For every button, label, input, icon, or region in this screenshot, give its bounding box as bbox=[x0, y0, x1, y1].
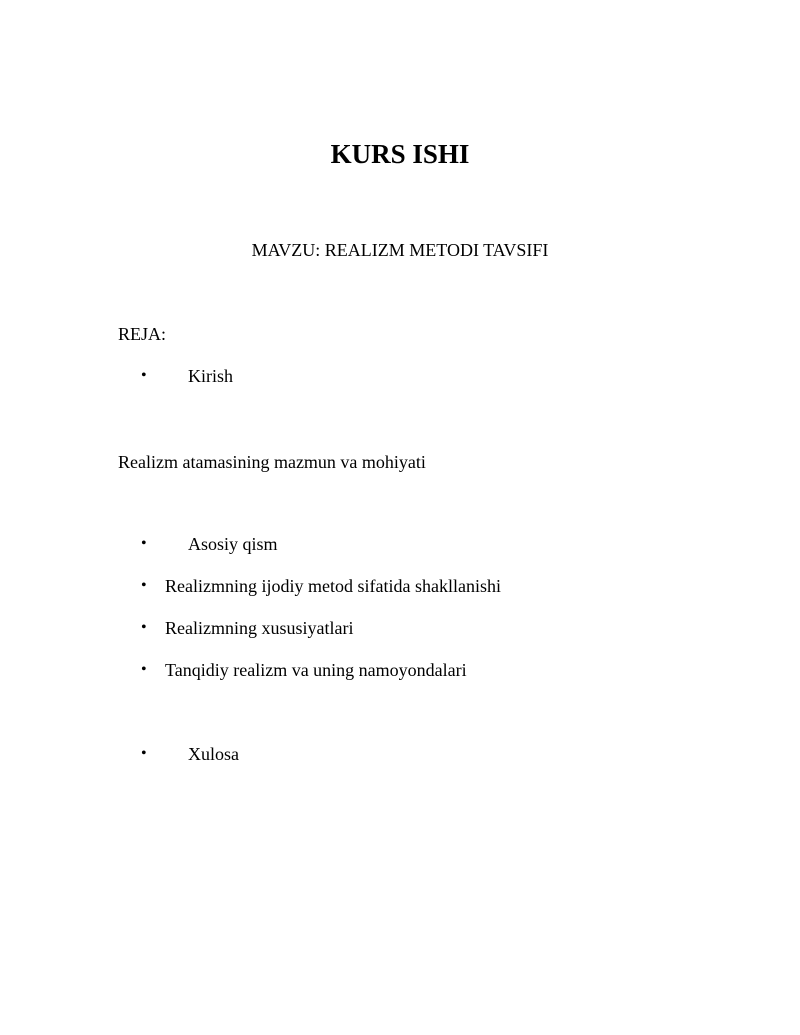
bullet-icon: • bbox=[141, 367, 147, 384]
bullet-icon: • bbox=[141, 577, 147, 594]
plan-item-conclusion: Xulosa bbox=[188, 744, 239, 764]
document-subtitle: MAVZU: REALIZM METODI TAVSIFI bbox=[251, 240, 549, 260]
bullet-icon: • bbox=[141, 745, 147, 762]
bullet-icon: • bbox=[141, 535, 147, 552]
intro-text: Realizm atamasining mazmun va mohiyati bbox=[118, 452, 426, 472]
plan-heading: REJA: bbox=[118, 324, 167, 344]
plan-item-intro: Kirish bbox=[188, 366, 233, 386]
plan-item-main: Asosiy qism bbox=[188, 534, 278, 554]
bullet-icon: • bbox=[141, 661, 147, 678]
document-title: KURS ISHI bbox=[330, 139, 470, 169]
bullet-icon: • bbox=[141, 619, 147, 636]
plan-subitem: Realizmning ijodiy metod sifatida shakllanishi bbox=[165, 576, 501, 596]
plan-subitem: Tanqidiy realizm va uning namoyondalari bbox=[165, 660, 467, 680]
plan-subitem: Realizmning xususiyatlari bbox=[165, 618, 354, 638]
